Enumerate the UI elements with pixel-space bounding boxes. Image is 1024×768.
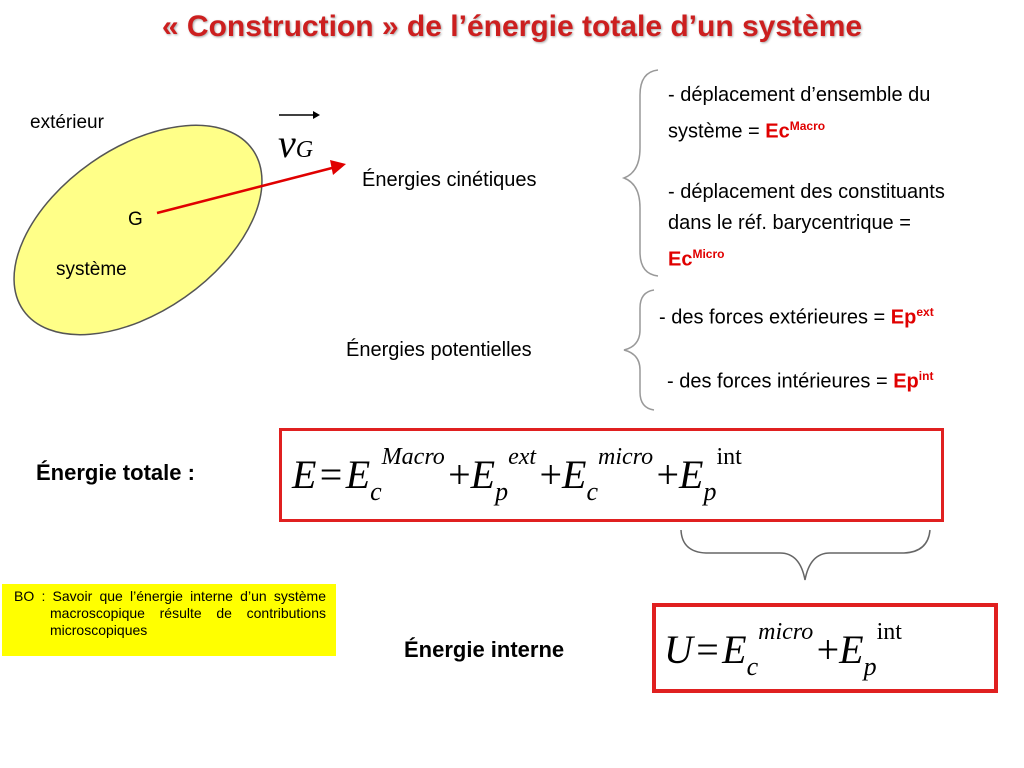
ieq-term1-sub: c [746,652,759,681]
internal-energy-label: Énergie interne [404,637,565,662]
ep-int-symbol: Ep [893,370,919,393]
ec-micro-symbol: Ec [668,248,693,271]
kinetic-item-macro-line1: - déplacement d’ensemble du [668,84,931,106]
eq-term4: E [679,452,704,497]
page-title: « Construction » de l’énergie totale d’un système [161,10,863,43]
eq-plus-3: + [656,452,679,497]
ieq-term1-sup: micro [758,619,814,645]
ec-macro-sup: Macro [789,119,826,133]
kinetic-item-macro [668,80,930,148]
eq-equals: = [319,452,343,497]
total-energy-equation [292,444,742,506]
ieq-term2: E [839,627,864,672]
internal-energy-equation [664,619,902,681]
ieq-plus: + [816,627,840,672]
internal-energy-equation-box [652,603,998,693]
eq-term2-sub: p [495,477,509,506]
eq-term2: E [470,452,496,497]
kinetic-item-micro-line3 [668,239,945,276]
kinetic-item-micro-line2: dans le réf. barycentrique = [668,212,911,234]
ieq-equals: = [696,627,719,672]
ep-ext-sup: ext [916,305,934,319]
eq-plus-1: + [448,452,471,497]
kinetic-energies-label: Énergies cinétiques [362,169,537,191]
potential-item-int-text: - des forces intérieures = [667,370,894,393]
eq-term4-sup: int [716,444,742,470]
eq-term1-sup: Macro [381,444,445,470]
system-label: système [56,259,127,280]
eq-term3-sup: micro [597,444,654,470]
velocity-symbol: v [278,121,296,166]
total-energy-label: Énergie totale : [36,460,195,485]
potential-energies-label: Énergies potentielles [346,339,532,361]
ec-macro-symbol: Ec [765,120,790,143]
ieq-lhs: U [664,627,693,672]
kinetic-item-micro [668,177,945,276]
potential-item-ext [659,305,934,330]
kinetic-item-micro-line1: - déplacement des constituants [668,181,945,203]
internal-brace [681,530,930,580]
ieq-term2-sub: p [863,652,877,681]
kinetic-item-macro-text: système = [668,120,766,143]
ieq-term1: E [722,627,747,672]
ieq-term2-sup: int [876,619,902,645]
vector-overline-head [313,111,320,119]
eq-term1: E [345,452,371,497]
velocity-arrow-head [330,160,346,175]
total-energy-equation-box [279,428,944,522]
eq-lhs: E [292,452,317,497]
bo-note [2,584,336,656]
eq-term3-sub: c [586,477,598,506]
exterior-label: extérieur [30,112,104,133]
ep-ext-symbol: Ep [890,306,917,329]
point-g-label: G [128,209,143,230]
eq-plus-2: + [539,452,562,497]
eq-term3: E [562,452,587,497]
ep-int-sup: int [918,369,934,383]
eq-term1-sub: c [370,477,382,506]
bo-note-text: BO : Savoir que l’énergie interne d’un système macroscopique résulte de contributions microscopiques [14,588,326,638]
potential-item-ext-text: - des forces extérieures = [659,306,891,329]
ec-micro-sup: Micro [692,247,725,261]
eq-term2-sup: ext [508,444,537,470]
kinetic-item-macro-line2 [668,111,930,148]
potential-item-int [667,369,933,394]
potential-brace [624,290,654,410]
velocity-label [278,120,313,167]
eq-term4-sub: p [703,477,717,506]
kinetic-brace [624,70,658,276]
velocity-subscript: G [295,137,314,163]
